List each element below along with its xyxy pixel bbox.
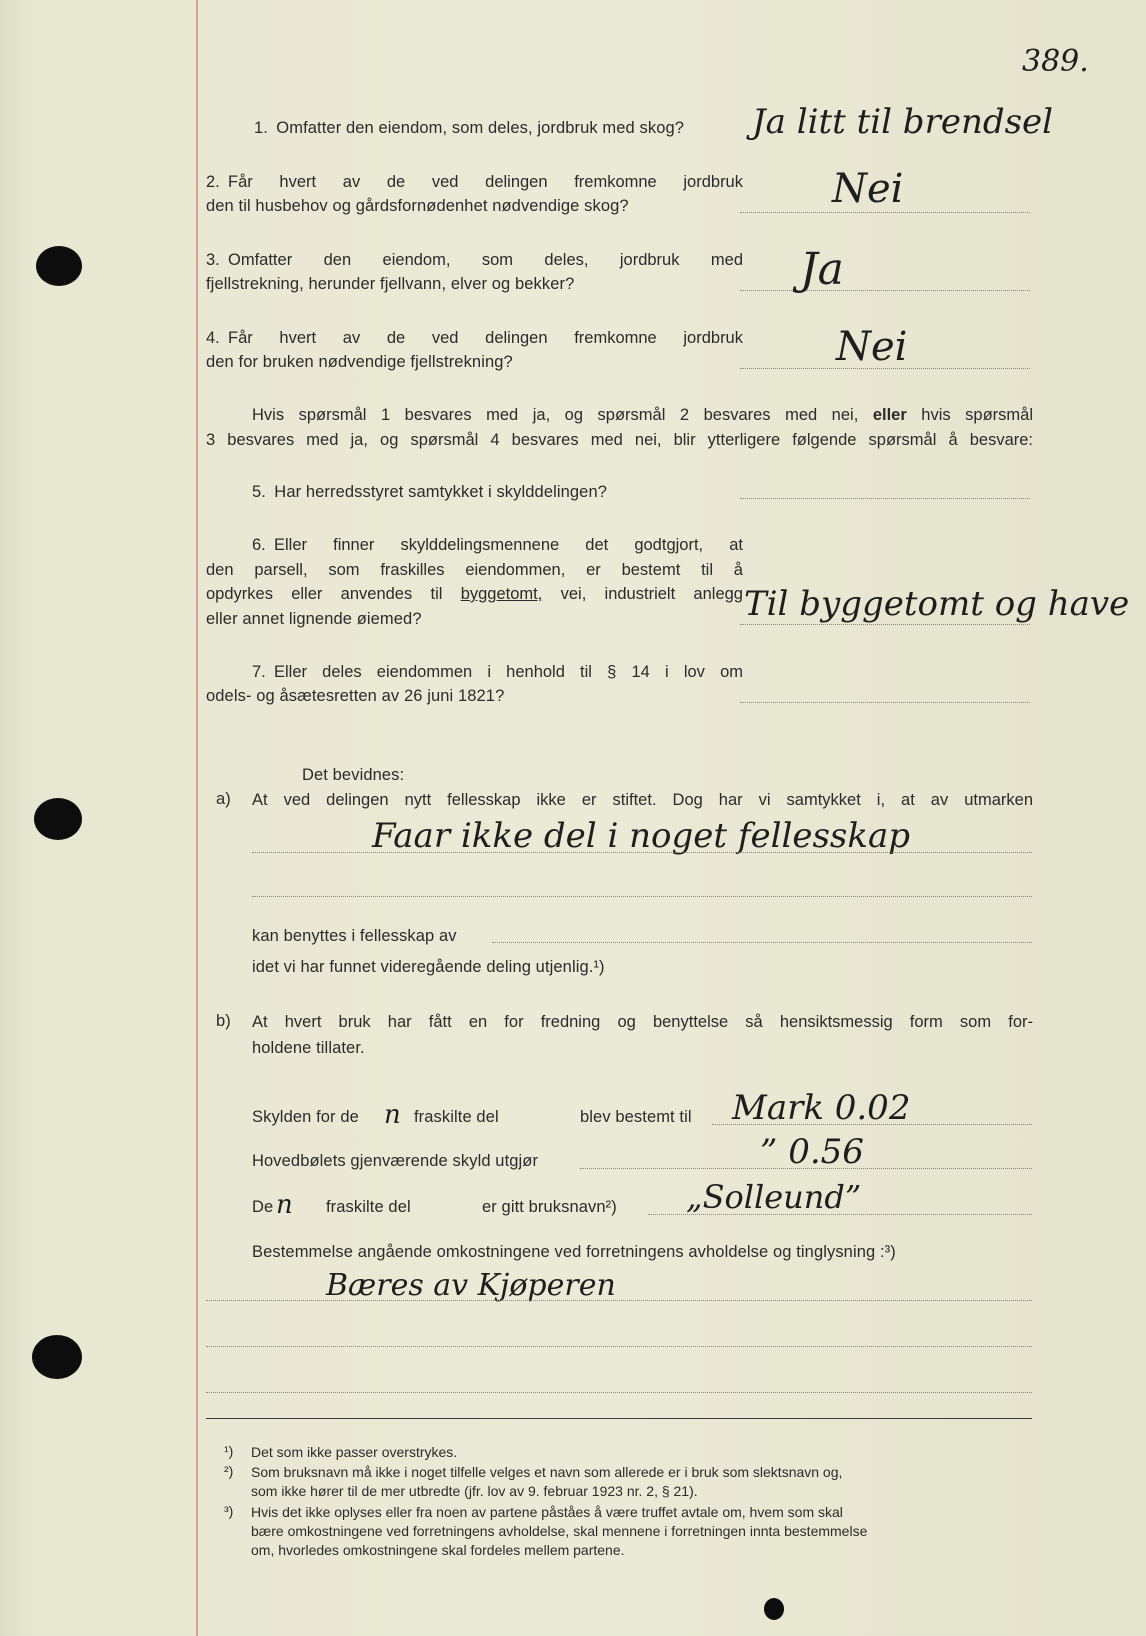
answer-line-3 [740,290,1030,291]
answer-line-7 [740,702,1030,703]
cost-line-1 [206,1300,1032,1301]
skyld-row-1-a: Skylden for de [252,1108,359,1126]
skyld-row-3-b: fraskilte del [326,1198,411,1216]
question-6-line-2: den parsell, som fraskilles eiendommen, er bestemt til å [206,561,743,579]
skyld-row-3-handwritten: n [276,1190,293,1220]
question-3-line-2: fjellstrekning, herunder fjellvann, elver og bekker? [206,275,575,293]
skyld-row-1-answer: Mark 0.02 [732,1088,911,1128]
answer-line-5 [740,498,1030,499]
skyld-row-1-c: blev bestemt til [580,1108,692,1126]
skyld-row-3-answer: „Solleund” [686,1178,862,1216]
finding-a-line-3 [492,942,1032,943]
footnote-1-mark: ¹) [224,1443,234,1459]
finding-a-line-1 [252,852,1032,853]
answer-6: Til byggetomt og have [744,584,1130,624]
finding-a-label: a) [216,790,231,808]
question-6-line-3b: vei, industrielt anlegg [542,585,743,603]
answer-2: Nei [832,166,904,212]
question-6-line-4: eller annet lignende øiemed? [206,610,422,628]
answer-3: Ja [800,244,844,295]
footnote-3-line-3: om, hvorledes omkostningene skal fordeles mellem partene. [251,1542,625,1558]
red-margin-line [196,0,198,1636]
question-7-line-2: odels- og åsætesretten av 26 juni 1821? [206,687,505,705]
answer-line-2 [740,212,1030,213]
question-2-line-1: 2. Får hvert av de ved delingen fremkomne jordbruk [206,173,743,191]
cost-answer: Bæres av Kjøperen [326,1268,616,1303]
question-4-line-1: 4. Får hvert av de ved delingen fremkomne jordbruk [206,329,743,347]
binder-hole-middle [34,798,82,840]
footnote-2-line-1: Som bruksnavn må ikke i noget tilfelle velges et navn som allerede er i bruk som slektsnavn og, [251,1464,843,1480]
skyld-row-1-handwritten: n [384,1100,401,1130]
condition-bold: eller [872,406,907,424]
skyld-row-3-c: er gitt bruksnavn²) [482,1198,617,1216]
answer-4: Nei [836,324,908,370]
question-2-line-2: den til husbehov og gårdsfornødenhet nødvendige skog? [206,197,629,215]
question-6-line-3a: opdyrkes eller anvendes til [206,585,461,603]
skyld-row-2-answer: ” 0.56 [760,1132,864,1172]
question-5: 5. Har herredsstyret samtykket i skylddelingen? [252,483,608,501]
finding-a-line-reason: idet vi har funnet videregående deling utjenlig.¹) [252,958,605,976]
finding-a-line-shared: kan benyttes i fellesskap av [252,927,457,945]
finding-b-line-2: holdene tillater. [252,1039,365,1057]
finding-a-line-2 [252,896,1032,897]
footnote-3-mark: ³) [224,1503,234,1519]
skyld-row-3-a: De [252,1198,274,1216]
question-6-line-1: 6. Eller finner skylddelingsmennene det godtgjort, at [252,536,743,554]
question-1: 1. Omfatter den eiendom, som deles, jordbruk med skog? [254,119,685,137]
findings-heading: Det bevidnes: [302,766,405,784]
skyld-row-1-b: fraskilte del [414,1108,499,1126]
binder-hole-top [36,246,82,286]
condition-text-b: hvis spørsmål [906,406,1033,424]
answer-line-6 [740,624,1030,625]
finding-a-text: At ved delingen nytt fellesskap ikke er stiftet. Dog har vi samtykket i, at av utmarken [252,791,1033,809]
footnote-3-line-2: bære omkostningene ved forretningens avholdelse, skal mennene i forretningen innta bestemmelse [251,1523,868,1539]
finding-b-line-1: At hvert bruk har fått en for fredning og benyttelse så hensiktsmessig form som for- [252,1013,1033,1031]
finding-b-label: b) [216,1012,231,1030]
condition-line-2: 3 besvares med ja, og spørsmål 4 besvares med nei, blir ytterligere følgende spørsmål å besvare: [206,431,1033,449]
condition-text-a: Hvis spørsmål 1 besvares med ja, og spørsmål 2 besvares med nei, [252,406,873,424]
cost-line-3 [206,1392,1032,1393]
cost-line-2 [206,1346,1032,1347]
footnote-2-mark: ²) [224,1463,234,1479]
question-4-line-2: den for bruken nødvendige fjellstrekning? [206,353,513,371]
answer-1: Ja litt til brendsel [752,102,1054,142]
footnote-separator [206,1418,1032,1419]
binder-mark-bottom-edge [764,1598,784,1620]
footnote-3-line-1: Hvis det ikke oplyses eller fra noen av partene påståes å være truffet avtale om, hvem som skal [251,1504,843,1520]
question-7-line-1: 7. Eller deles eiendommen i henhold til § 14 i lov om [252,663,743,681]
cost-label: Bestemmelse angående omkostningene ved forretningens avholdelse og tinglysning :³) [252,1243,896,1261]
page-number: 389. [1022,44,1089,79]
question-6-underlined: byggetomt, [460,585,543,603]
footnote-1-line-1: Det som ikke passer overstrykes. [251,1444,458,1460]
binder-hole-bottom [32,1335,82,1379]
footnote-2-line-2: som ikke hører til de mer utbredte (jfr. lov av 9. februar 1923 nr. 2, § 21). [251,1483,698,1499]
skyld-row-2-label: Hovedbølets gjenværende skyld utgjør [252,1152,539,1170]
finding-a-answer: Faar ikke del i noget fellesskap [372,816,910,856]
question-3-line-1: 3. Omfatter den eiendom, som deles, jordbruk med [206,251,743,269]
condition-line-1 [252,403,1033,427]
question-6-line-3 [206,582,743,606]
